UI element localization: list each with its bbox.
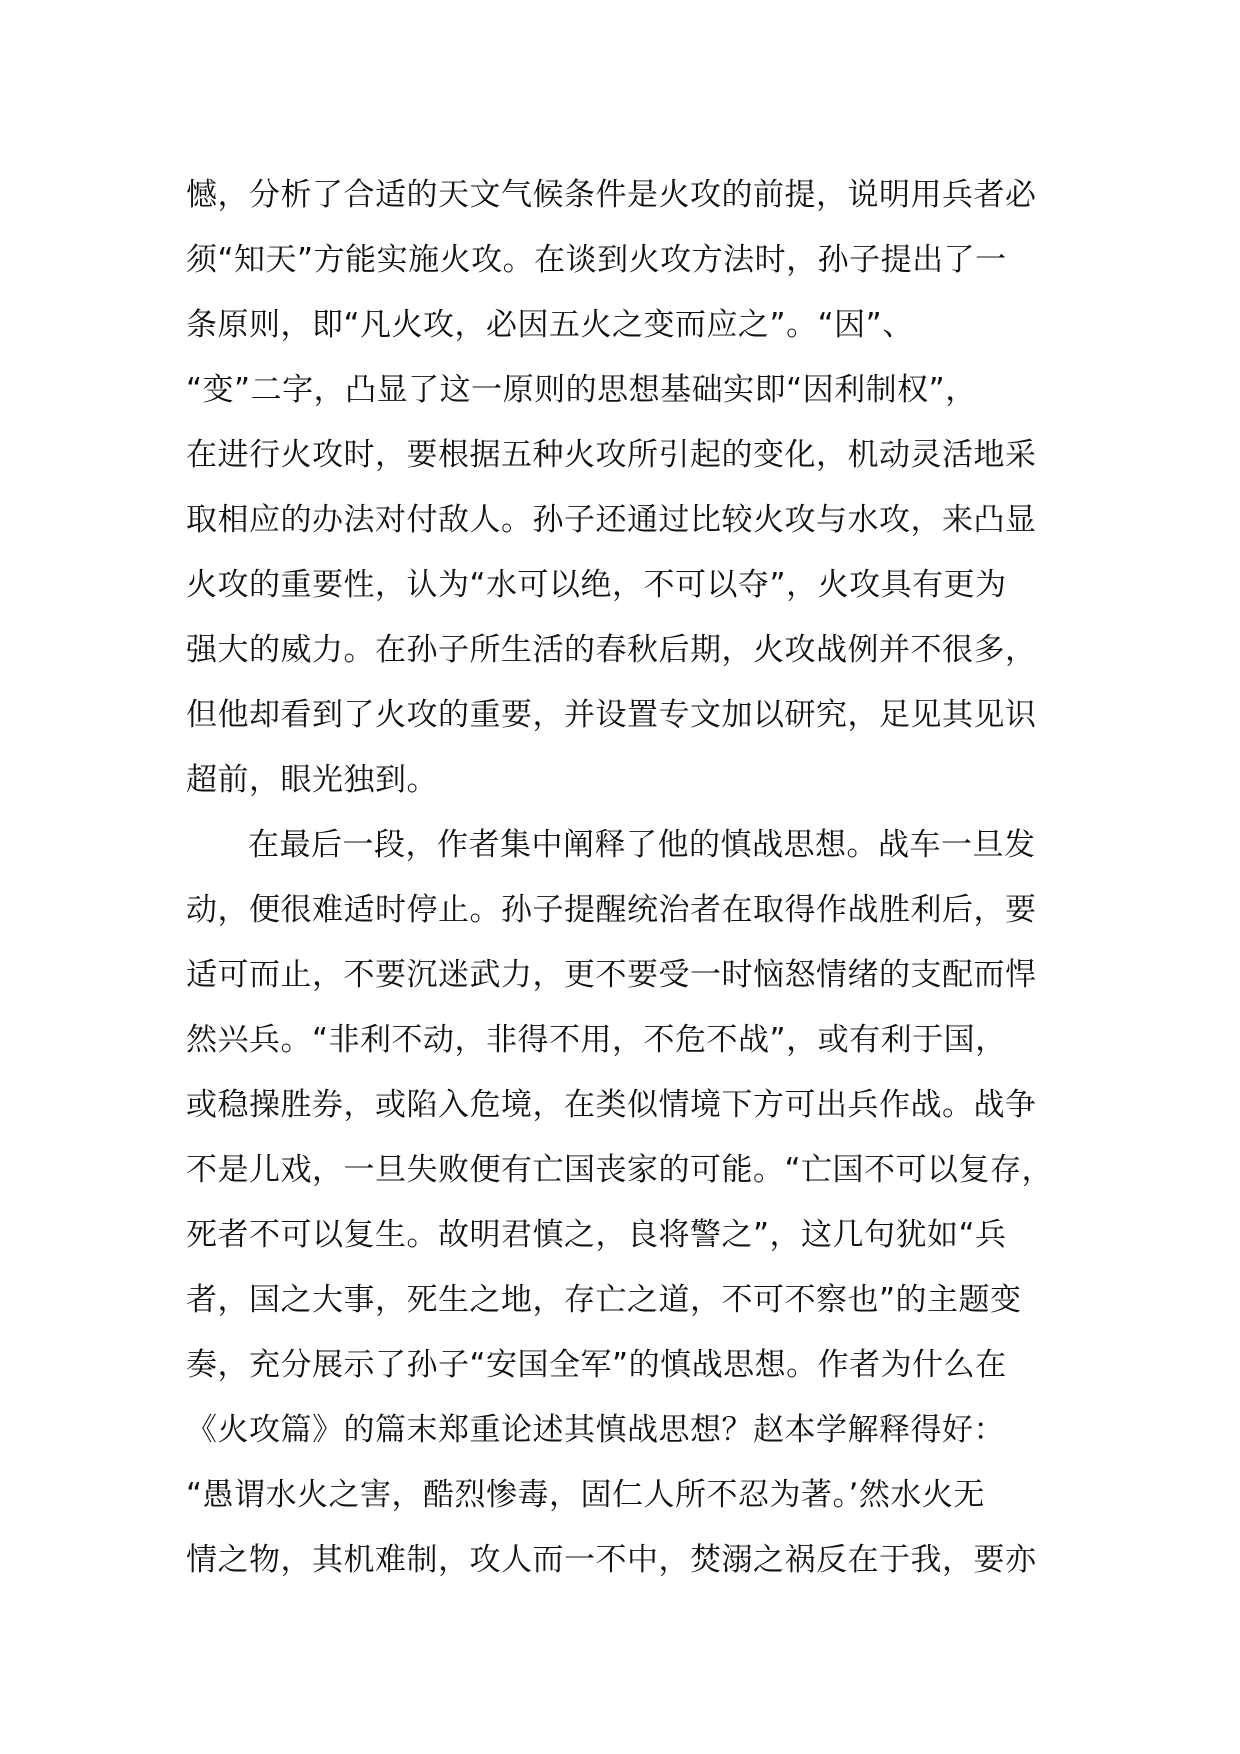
text-line: 情之物，其机难制，攻人而一不中，焚溺之祸反在于我，要亦 — [186, 1542, 1037, 1578]
text-line: “愚谓水火之害，酷烈惨毒，固仁人所不忍为著。’然水火无 — [186, 1477, 985, 1513]
text-line: 动，便很难适时停止。孙子提醒统治者在取得作战胜利后，要 — [186, 892, 1037, 928]
text-line: “变”二字，凸显了这一原则的思想基础实即“因利制权”， — [186, 372, 977, 408]
text-line: 死者不可以复生。故明君慎之，良将警之”，这几句犹如“兵 — [186, 1217, 1007, 1253]
text-line: 然兴兵。“非利不动，非得不用，不危不战”，或有利于国， — [186, 1022, 1007, 1058]
text-line: 不是儿戏，一旦失败便有亡国丧家的可能。“亡国不可以复存， — [186, 1152, 1054, 1188]
text-line: 火攻的重要性，认为“水可以绝，不可以夺”，火攻具有更为 — [186, 567, 1007, 603]
text-line: 超前，眼光独到。 — [186, 762, 438, 798]
text-line: 者，国之大事，死生之地，存亡之道，不可不察也”的主题变 — [186, 1282, 1022, 1318]
text-line: 取相应的办法对付敌人。孙子还通过比较火攻与水攻，来凸显 — [186, 502, 1037, 538]
text-line: 或稳操胜券，或陷入危境，在类似情境下方可出兵作战。战争 — [186, 1087, 1037, 1123]
text-line: 适可而止，不要沉迷武力，更不要受一时恼怒情绪的支配而悍 — [186, 957, 1037, 993]
text-line: 强大的威力。在孙子所生活的春秋后期，火攻战例并不很多， — [186, 632, 1037, 668]
text-line: 须“知天”方能实施火攻。在谈到火攻方法时，孙子提出了一 — [186, 242, 1007, 278]
text-line: 《火攻篇》的篇末郑重论述其慎战思想？赵本学解释得好： — [186, 1412, 1005, 1448]
text-line: 在进行火攻时，要根据五种火攻所引起的变化，机动灵活地采 — [186, 437, 1037, 473]
body-text — [186, 163, 1086, 1593]
text-line: 条原则，即“凡火攻，必因五火之变而应之”。“因”、 — [186, 307, 914, 343]
text-line: 憾，分析了合适的天文气候条件是火攻的前提，说明用兵者必 — [186, 177, 1037, 213]
paragraph-first-line: 在最后一段，作者集中阐释了他的慎战思想。战车一旦发 — [248, 827, 1036, 863]
text-line: 但他却看到了火攻的重要，并设置专文加以研究，足见其见识 — [186, 697, 1037, 733]
text-line: 奏，充分展示了孙子“安国全军”的慎战思想。作者为什么在 — [186, 1347, 1007, 1383]
